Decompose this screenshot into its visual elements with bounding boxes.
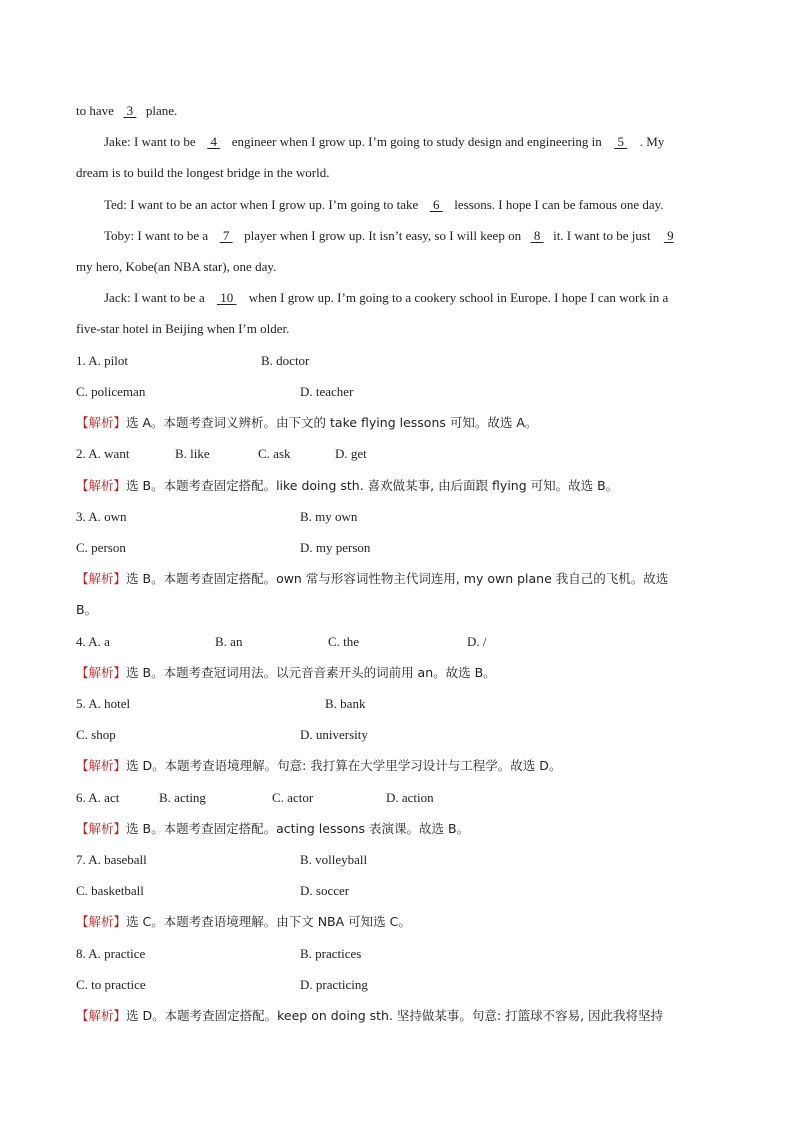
passage-line-jack: Jack: I want to be a 10 when I grow up. I’m going to a cookery school in Europe. I hope I can work in a — [104, 290, 669, 305]
option: 6. A. act — [76, 790, 120, 805]
explanation-5: 【解析】选 D。本题考查语境理解。句意: 我打算在大学里学习设计与工程学。故选 D。 — [76, 758, 562, 773]
option: C. shop — [76, 727, 116, 742]
explanation-tag: 【解析】 — [76, 758, 127, 773]
option: B. practices — [300, 946, 362, 961]
explanation-7: 【解析】选 C。本题考查语境理解。由下文 NBA 可知选 C。 — [76, 914, 411, 929]
option: 8. A. practice — [76, 946, 146, 961]
option: 7. A. baseball — [76, 852, 147, 867]
option: D. get — [335, 446, 367, 461]
option: C. policeman — [76, 384, 146, 399]
option: D. teacher — [300, 384, 354, 399]
explanation-tag: 【解析】 — [76, 1008, 127, 1023]
passage-line: to have 3 plane. — [76, 103, 178, 118]
option: D. / — [467, 634, 487, 649]
explanation-tag: 【解析】 — [76, 415, 127, 430]
option: 5. A. hotel — [76, 696, 131, 711]
passage-line: dream is to build the longest bridge in the world. — [76, 165, 330, 180]
option: B. like — [175, 446, 210, 461]
blank-10: 10 — [220, 290, 234, 305]
option: B. doctor — [261, 353, 310, 368]
option: B. volleyball — [300, 852, 368, 867]
explanation-tag: 【解析】 — [76, 665, 127, 680]
explanation-tag: 【解析】 — [76, 571, 127, 586]
blank-6: 6 — [433, 197, 440, 212]
option: C. to practice — [76, 977, 146, 992]
explanation-3-continued: B。 — [76, 602, 98, 617]
option: D. soccer — [300, 883, 350, 898]
explanation-3: 【解析】选 B。本题考查固定搭配。own 常与形容词性物主代词连用, my own plane 我自己的飞机。故选 — [76, 571, 669, 586]
explanation-8: 【解析】选 D。本题考查固定搭配。keep on doing sth. 坚持做某事。句意: 打篮球不容易, 因此我将坚持 — [76, 1008, 664, 1023]
passage-line-ted: Ted: I want to be an actor when I grow up. I’m going to take 6 lessons. I hope I can be famous one day. — [104, 197, 664, 212]
explanation-tag: 【解析】 — [76, 914, 127, 929]
blank-5: 5 — [617, 134, 625, 149]
option: C. person — [76, 540, 126, 555]
option: 4. A. a — [76, 634, 110, 649]
option: 2. A. want — [76, 446, 130, 461]
explanation-6: 【解析】选 B。本题考查固定搭配。acting lessons 表演课。故选 B。 — [76, 821, 470, 836]
blank-4: 4 — [210, 134, 217, 149]
option: B. an — [215, 634, 243, 649]
option: B. acting — [159, 790, 206, 805]
option: C. ask — [258, 446, 291, 461]
option: 1. A. pilot — [76, 353, 129, 368]
explanation-4: 【解析】选 B。本题考查冠词用法。以元音音素开头的词前用 an。故选 B。 — [76, 665, 496, 680]
option: D. action — [386, 790, 434, 805]
passage-line-jake: Jake: I want to be 4 engineer when I grow up. I’m going to study design and engineering in 5 . My — [104, 134, 665, 149]
option: D. my person — [300, 540, 371, 555]
blank-9: 9 — [667, 228, 674, 243]
passage-line-toby: Toby: I want to be a 7 player when I grow up. It isn’t easy, so I will keep on 8 it. I want to be just 9 — [104, 228, 674, 243]
option: 3. A. own — [76, 509, 127, 524]
option: C. the — [328, 634, 360, 649]
option: D. practicing — [300, 977, 368, 992]
blank-8: 8 — [533, 228, 541, 243]
explanation-1: 【解析】选 A。本题考查词义辨析。由下文的 take flying lessons 可知。故选 A。 — [76, 415, 538, 430]
blank-7: 7 — [222, 228, 230, 243]
passage-line: five-star hotel in Beijing when I’m older. — [76, 321, 290, 336]
explanation-tag: 【解析】 — [76, 821, 127, 836]
explanation-2: 【解析】选 B。本题考查固定搭配。like doing sth. 喜欢做某事, 由后面跟 flying 可知。故选 B。 — [76, 478, 619, 493]
explanation-tag: 【解析】 — [76, 478, 127, 493]
option: B. bank — [325, 696, 366, 711]
option: C. actor — [272, 790, 314, 805]
blank-3: 3 — [126, 103, 134, 118]
option: D. university — [300, 727, 368, 742]
passage-line: my hero, Kobe(an NBA star), one day. — [76, 259, 277, 274]
option: C. basketball — [76, 883, 144, 898]
option: B. my own — [300, 509, 358, 524]
